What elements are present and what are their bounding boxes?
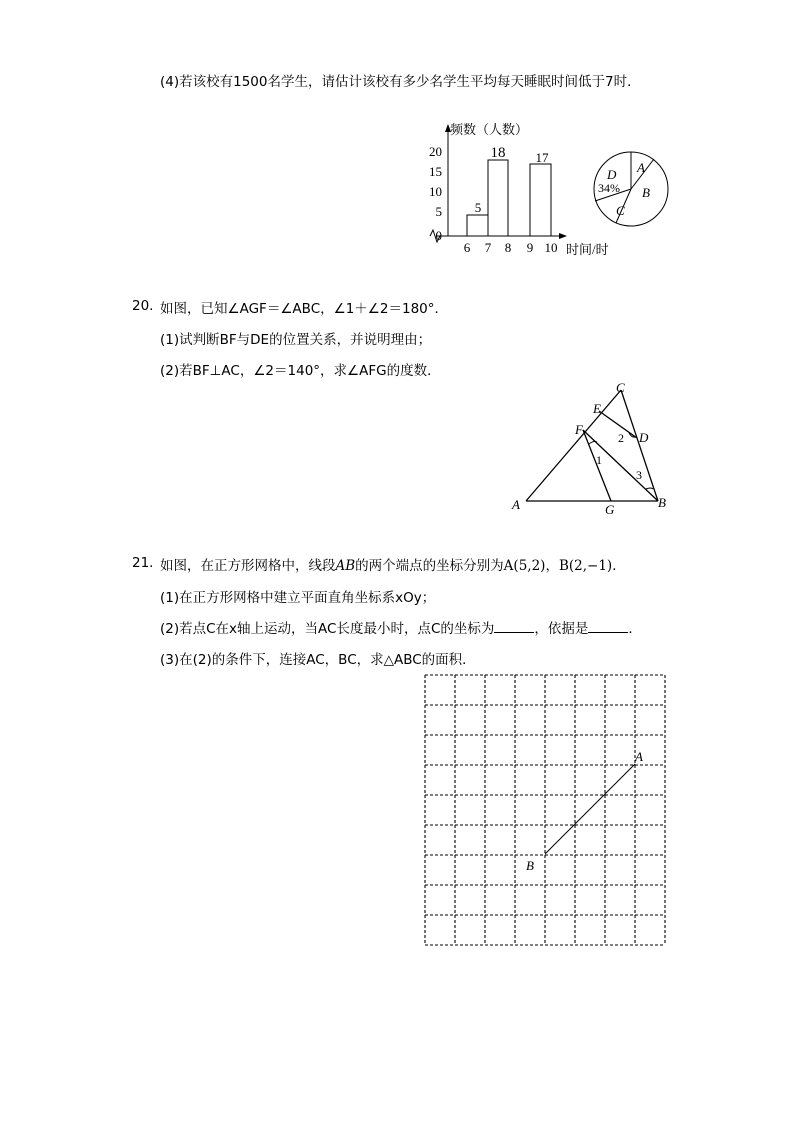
angle-label-3: 3 <box>636 468 642 482</box>
point-G: G <box>605 502 615 516</box>
xtick-7: 7 <box>484 240 492 255</box>
q21-stem-a: 如图，在正方形网格中，线段 <box>160 558 336 574</box>
q20-stem: 如图，已知∠AGF＝∠ABC，∠1＋∠2＝180°． <box>160 301 449 317</box>
bar-9-10 <box>530 164 551 236</box>
xtick-9: 9 <box>526 240 534 255</box>
grid-label-A: A <box>635 749 643 764</box>
q20-part1: (1)试判断BF与DE的位置关系，并说明理由； <box>160 332 432 348</box>
q21-part2: (2)若点C在x轴上运动，当AC长度最小时，点C的坐标为 ，依据是 ． <box>160 621 642 637</box>
segment-AB-grid <box>545 764 635 854</box>
q21-stem: 如图，在正方形网格中，线段AB的两个端点的坐标分别为A(5,2)，B(2,−1)． <box>160 558 626 574</box>
square-grid-q21 <box>420 672 670 948</box>
q21-part3: (3)在(2)的条件下，连接AC，BC，求△ABC的面积． <box>160 652 476 668</box>
xtick-8: 8 <box>504 240 512 255</box>
point-A: A <box>512 497 520 512</box>
q20-part2: (2)若BF⊥AC，∠2＝140°，求∠AFG的度数． <box>160 363 441 379</box>
pie-label-D: D <box>607 167 617 182</box>
point-D: D <box>639 430 649 445</box>
answer-blank-2[interactable] <box>588 620 628 633</box>
point-C: C <box>616 380 625 395</box>
grid-label-B: B <box>526 858 534 873</box>
q21-number: 21. <box>132 555 154 571</box>
ytick-10: 10 <box>429 184 442 199</box>
bar-label-17: 17 <box>535 150 549 165</box>
q21-coordB: B(2,−1) <box>558 558 613 574</box>
segment-AC <box>526 390 621 501</box>
point-F: F <box>575 422 583 437</box>
q21-coordA: A(5,2) <box>503 558 546 574</box>
ytick-5: 5 <box>435 204 442 219</box>
x-axis-label: 时间/时 <box>566 242 609 257</box>
q20-number: 20. <box>132 298 154 314</box>
ytick-0: 0 <box>435 228 442 243</box>
triangle-figure-q20 <box>508 376 674 516</box>
pie-label-C: C <box>616 203 625 218</box>
answer-blank-1[interactable] <box>494 620 534 633</box>
q21-part2-b: ，依据是 <box>534 621 589 637</box>
pie-chart <box>590 148 672 230</box>
bar-label-18: 18 <box>490 145 506 161</box>
angle-label-1: 1 <box>596 453 602 467</box>
bar-label-5: 5 <box>474 200 482 215</box>
q19-part4: (4)若该校有1500名学生，请估计该校有多少名学生平均每天睡眠时间低于7时． <box>160 74 641 90</box>
xtick-10: 10 <box>544 240 558 255</box>
point-E: E <box>593 401 601 416</box>
pie-label-A: A <box>637 160 645 175</box>
q21-part1: (1)在正方形网格中建立平面直角坐标系xOy； <box>160 590 436 606</box>
bar-6-7 <box>467 215 488 236</box>
pie-percent-D: 34% <box>598 181 620 195</box>
ytick-15: 15 <box>429 164 442 179</box>
ytick-20: 20 <box>429 144 442 159</box>
y-axis-label: 频数（人数） <box>450 122 529 137</box>
point-B: B <box>658 495 666 510</box>
xtick-6: 6 <box>463 240 471 255</box>
q21-stem-b: 的两个端点的坐标分别为 <box>355 558 504 574</box>
bar-7-8 <box>488 160 508 236</box>
angle-arc-3 <box>646 488 653 489</box>
q21-part2-a: (2)若点C在x轴上运动，当AC长度最小时，点C的坐标为 <box>160 621 495 637</box>
pie-label-B: B <box>642 185 650 200</box>
angle-label-2: 2 <box>618 431 624 445</box>
